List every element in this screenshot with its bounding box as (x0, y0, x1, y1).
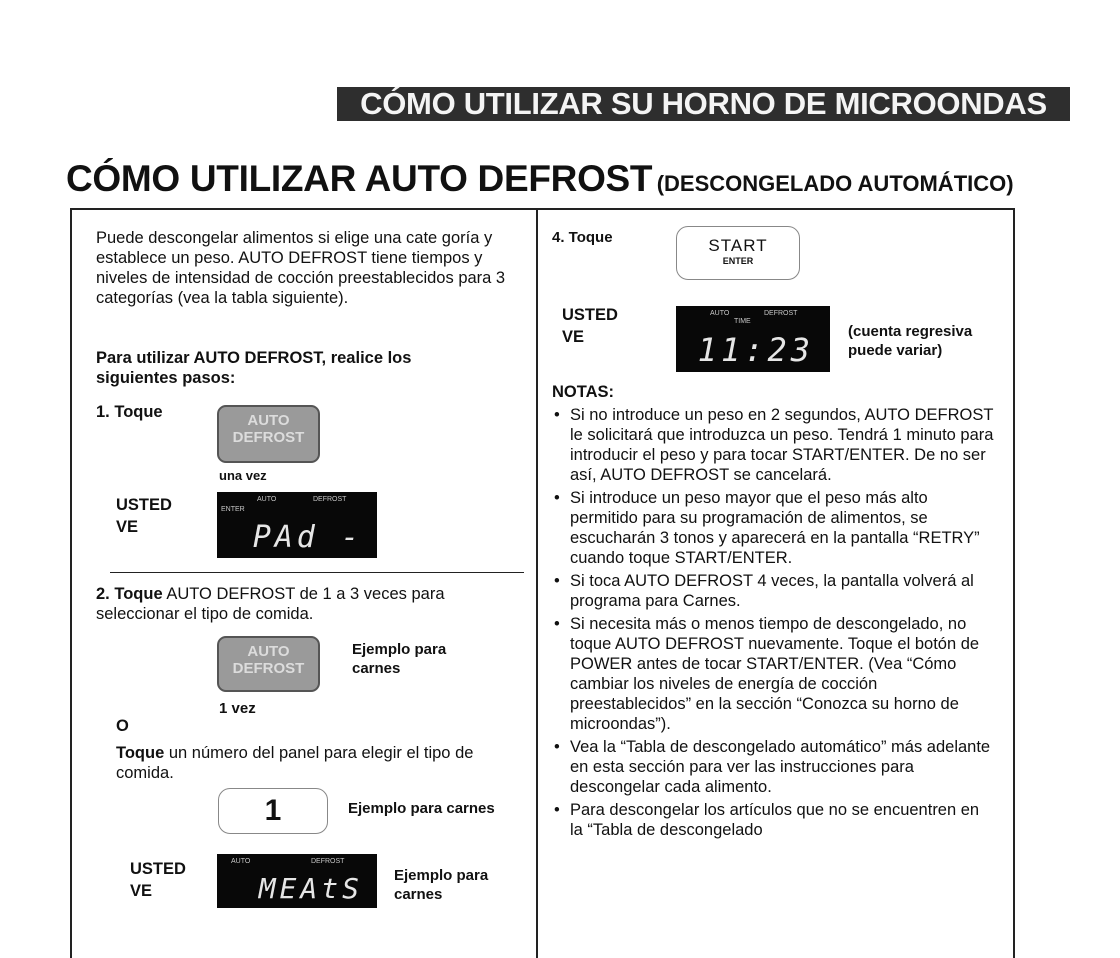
step2-example: Ejemplo para carnes (352, 641, 447, 677)
usted-ve-2-line2: VE (130, 882, 153, 900)
usted-ve-label-2 (130, 858, 186, 902)
step2-body: AUTO DEFROST de 1 a 3 veces para seleccionar el tipo de comida. (96, 585, 445, 623)
step1-caption: una vez (219, 468, 267, 483)
start-enter-key[interactable] (676, 226, 800, 280)
enter-key-label: ENTER (722, 256, 754, 266)
note-item: • Vea la “Tabla de descongelado automático” más adelante en esta sección para ver las instrucciones para descongelar cada alimento. (554, 737, 994, 797)
auto-defrost-button[interactable] (217, 405, 320, 463)
notes-list-container (554, 405, 994, 908)
notes-heading: NOTAS: (552, 383, 615, 401)
step2-caption: 1 vez (219, 700, 256, 717)
usted-ve-label-3 (562, 304, 618, 348)
note-item: • Si no introduce un peso en 2 segundos, AUTO DEFROST le solicitará que introduzca un peso. Tendrá 1 minuto para introducir el peso y para tocar START/ENTER. De no ser así, AUTO DEFROST se cancelará. (554, 405, 994, 485)
countdown-ind-auto: AUTO (710, 310, 730, 317)
display-meats-readout: MEAtS (258, 872, 363, 905)
usted-ve-1-line1: USTED (116, 496, 172, 514)
step2-alt-bold: Toque (116, 744, 165, 762)
auto-defrost-button-line1: AUTO (247, 412, 290, 429)
display-readout: PAd - (252, 520, 363, 555)
auto-defrost-button-line2: DEFROST (232, 429, 305, 446)
section-banner: CÓMO UTILIZAR SU HORNO DE MICROONDAS (337, 87, 1070, 121)
step2-number: 2. (96, 585, 110, 603)
intro-paragraph: Puede descongelar alimentos si elige una cate goría y establece un peso. AUTO DEFROST tiene tiempos y niveles de intensidad de cocción preestablecidos para 3 categorías (vea la tabla siguiente). (96, 229, 506, 307)
step4-label: 4. Toque (552, 229, 613, 246)
auto-defrost-button-2-line1: AUTO (247, 643, 290, 660)
note-item: • Si necesita más o menos tiempo de descongelado, no toque AUTO DEFROST nuevamente. Toque el botón de POWER antes de tocar START/ENTER. (Vea “Cómo cambiar los niveles de energía de cocción preestablecidos” en la sección “Conozca su horno de microondas”). (554, 614, 994, 734)
or-label: O (116, 717, 129, 735)
usted-ve-label-1 (116, 494, 172, 538)
step-divider (110, 572, 524, 573)
display-meats-ind-auto: AUTO (231, 858, 251, 865)
note-item: • Si toca AUTO DEFROST 4 veces, la pantalla volverá al programa para Carnes. (554, 571, 994, 611)
display-meats-example: Ejemplo para carnes (394, 867, 489, 903)
step2-bold: Toque (114, 585, 163, 603)
page-title-sub: (DESCONGELADO AUTOMÁTICO) (656, 171, 1014, 196)
auto-defrost-button-2-line2: DEFROST (232, 660, 305, 677)
steps-heading: Para utilizar AUTO DEFROST, realice los siguientes pasos: (96, 349, 412, 387)
display-pad (217, 492, 377, 558)
right-border (1013, 208, 1015, 958)
start-key-label: START (708, 236, 768, 255)
usted-ve-2-line1: USTED (130, 860, 186, 878)
display-meats-ind-defrost: DEFROST (311, 858, 345, 865)
notes-list (554, 405, 994, 840)
countdown-readout: 11:23 (697, 331, 814, 369)
display-countdown (676, 306, 830, 372)
display-ind-auto: AUTO (257, 496, 277, 503)
key-example: Ejemplo para carnes (348, 800, 495, 817)
countdown-ind-time: TIME (734, 318, 751, 325)
display-meats (217, 854, 377, 908)
usted-ve-3-line2: VE (562, 328, 585, 346)
step2-alt-text (116, 743, 516, 783)
auto-defrost-button-2[interactable] (217, 636, 320, 692)
usted-ve-3-line1: USTED (562, 306, 618, 324)
step1-label: 1. Toque (96, 403, 163, 421)
countdown-note: (cuenta regresiva puede variar) (848, 323, 973, 359)
display-ind-enter: ENTER (221, 506, 245, 513)
page-title (66, 158, 1014, 200)
countdown-ind-defrost: DEFROST (764, 310, 798, 317)
left-border (70, 208, 72, 958)
step2-text (96, 584, 506, 624)
page-title-main: CÓMO UTILIZAR AUTO DEFROST (66, 158, 653, 199)
step2-alt-body: un número del panel para elegir el tipo de comida. (116, 744, 474, 782)
usted-ve-1-line2: VE (116, 518, 139, 536)
display-ind-defrost: DEFROST (313, 496, 347, 503)
note-item: • Para descongelar los artículos que no se encuentren en la “Tabla de descongelado (554, 800, 994, 840)
top-border (70, 208, 1015, 210)
number-key-1[interactable]: 1 (218, 788, 328, 834)
note-item: • Si introduce un peso mayor que el peso más alto permitido para su programación de alimentos, se escucharán 3 tonos y aparecerá en la pantalla “RETRY” cuando toque START/ENTER. (554, 488, 994, 568)
column-divider (536, 208, 538, 958)
